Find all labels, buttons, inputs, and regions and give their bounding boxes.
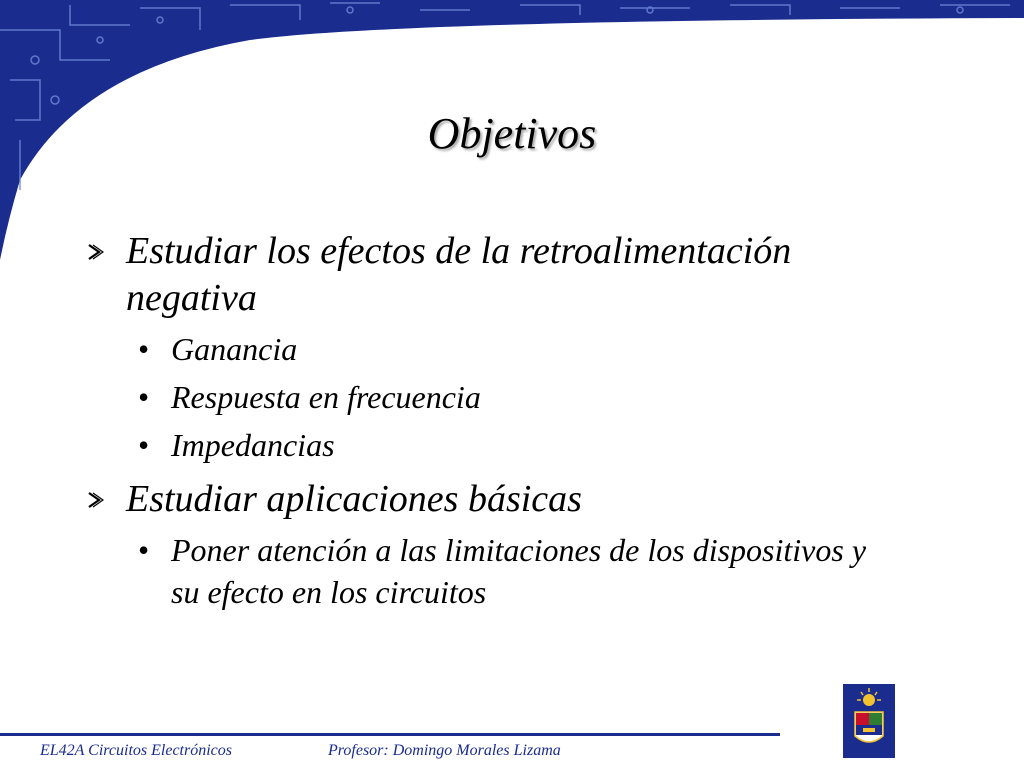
- subbullet-text: Poner atención a las limitaciones de los dispositivos y su efecto en los circuitos: [171, 532, 867, 610]
- dot-bullet-icon: •: [138, 331, 150, 367]
- subbullet-text: Respuesta en frecuencia: [171, 379, 481, 415]
- footer-professor: Profesor: Domingo Morales Lizama: [328, 742, 561, 759]
- subbullet-item: [86, 424, 886, 466]
- bullet-item: [86, 476, 886, 523]
- university-crest-icon: [843, 684, 895, 758]
- bullet-text: Estudiar los efectos de la retroalimentación negativa: [126, 230, 792, 319]
- dot-bullet-icon: •: [138, 379, 150, 415]
- bullet-item: [86, 228, 886, 322]
- subbullet-item: [86, 529, 886, 613]
- arrow-bullet-icon: [86, 490, 104, 510]
- subbullet-item: [86, 376, 886, 418]
- bullet-text: Estudiar aplicaciones básicas: [126, 478, 582, 520]
- subbullet-text: Impedancias: [171, 427, 335, 463]
- subbullet-item: [86, 328, 886, 370]
- slide-title: Objetivos: [427, 109, 597, 158]
- footer-course: EL42A Circuitos Electrónicos: [40, 742, 232, 759]
- bullet-list: [86, 228, 886, 613]
- dot-bullet-icon: •: [138, 427, 150, 463]
- subbullet-text: Ganancia: [171, 331, 298, 367]
- footer-divider: [0, 733, 780, 736]
- arrow-bullet-icon: [86, 242, 104, 262]
- dot-bullet-icon: •: [138, 532, 150, 568]
